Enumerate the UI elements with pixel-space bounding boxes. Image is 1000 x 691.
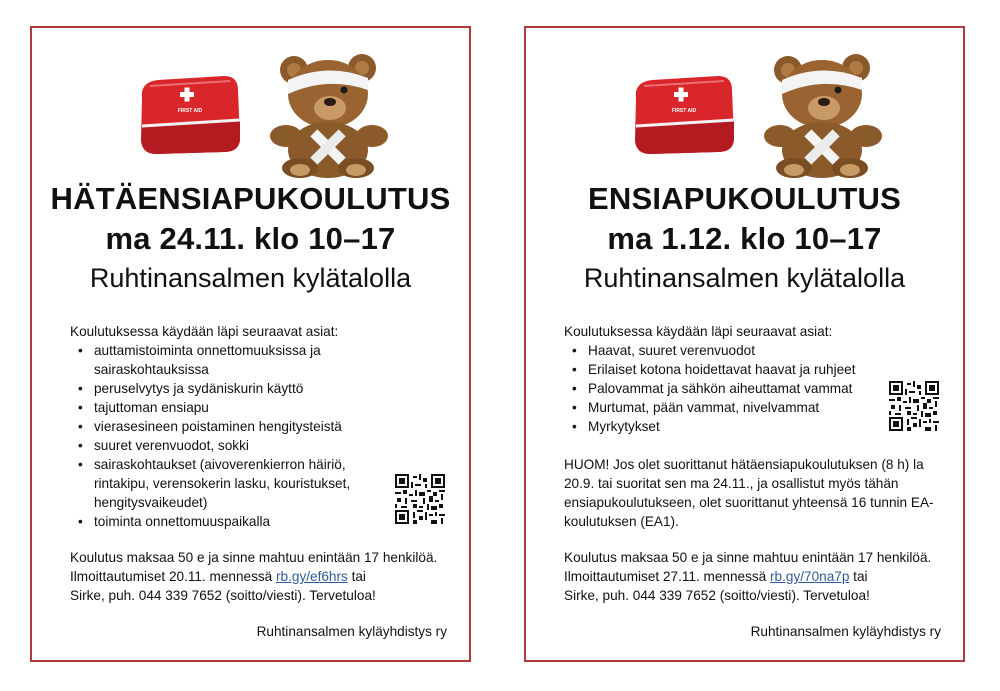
qr-code[interactable]	[395, 474, 445, 524]
topic-list	[564, 341, 898, 436]
note-text: HUOM! Jos olet suorittanut hätäensiapukoulutuksen (8 h) la 20.9. tai suoritat sen ma 24.11., ja osallistut myös tähän ensiapukoulutukseen, olet suorittanut yhteensä 16 tunnin EA-koulutuksen (EA1).	[564, 457, 934, 529]
signup-text	[70, 567, 442, 586]
poster-date: ma 1.12. klo 10–17	[607, 221, 882, 256]
poster-location: Ruhtinansalmen kylätalolla	[583, 263, 906, 293]
list-item: • Murtumat, pään vammat, nivelvammat	[588, 398, 898, 417]
poster-body	[564, 322, 936, 531]
poster-right	[524, 26, 965, 662]
first-aid-kit-image	[132, 68, 244, 158]
signup-text	[564, 567, 936, 586]
list-item: • vierasesineen poistaminen hengitysteistä	[94, 417, 394, 436]
organizer-name: Ruhtinansalmen kyläyhdistys ry	[256, 624, 447, 639]
qr-code[interactable]	[889, 381, 939, 431]
signup-info	[564, 548, 936, 605]
list-item: • Palovammat ja sähkön aiheuttamat vammat	[588, 379, 898, 398]
signup-prefix: Ilmoittautumiset 27.11. mennessä	[564, 569, 771, 584]
contact-text: Sirke, puh. 044 339 7652 (soitto/viesti). Tervetuloa!	[70, 588, 376, 603]
topic-list	[70, 341, 394, 531]
list-item: • tajuttoman ensiapu	[94, 398, 394, 417]
list-item: • Myrkytykset	[588, 417, 898, 436]
poster-illustration	[526, 42, 963, 182]
poster-left	[30, 26, 471, 662]
signup-link[interactable]: rb.gy/70na7p	[770, 569, 850, 584]
list-item: • sairaskohtaukset (aivoverenkierron häiriö, rintakipu, verensokerin lasku, kouristukset, hengitysvaikeudet)	[94, 455, 394, 512]
signup-info	[70, 548, 442, 605]
list-item: • peruselvytys ja sydäniskurin käyttö	[94, 379, 394, 398]
list-item: • Erilaiset kotona hoidettavat haavat ja ruhjeet	[588, 360, 898, 379]
signup-prefix: Ilmoittautumiset 20.11. mennessä	[70, 569, 277, 584]
first-aid-kit-image	[626, 68, 738, 158]
list-item: • auttamistoiminta onnettomuuksissa ja sairaskohtauksissa	[94, 341, 394, 379]
signup-link[interactable]: rb.gy/ef6hrs	[276, 569, 348, 584]
poster-date: ma 24.11. klo 10–17	[105, 221, 396, 256]
cost-text: Koulutus maksaa 50 e ja sinne mahtuu enintään 17 henkilöä.	[70, 550, 438, 565]
poster-location: Ruhtinansalmen kylätalolla	[89, 263, 412, 293]
signup-suffix: tai	[849, 569, 868, 584]
list-item: • toiminta onnettomuuspaikalla	[94, 512, 394, 531]
poster-title: HÄTÄENSIAPUKOULUTUS	[50, 181, 451, 216]
teddy-bear-image	[264, 50, 394, 178]
poster-illustration	[32, 42, 469, 182]
contact-text: Sirke, puh. 044 339 7652 (soitto/viesti). Tervetuloa!	[564, 588, 870, 603]
poster-body	[70, 322, 442, 531]
list-item: • Haavat, suuret verenvuodot	[588, 341, 898, 360]
signup-suffix: tai	[347, 569, 366, 584]
poster-title: ENSIAPUKOULUTUS	[587, 181, 901, 216]
list-item: • suuret verenvuodot, sokki	[94, 436, 394, 455]
intro-text: Koulutuksessa käydään läpi seuraavat asiat:	[70, 324, 339, 339]
intro-text: Koulutuksessa käydään läpi seuraavat asiat:	[564, 324, 833, 339]
teddy-bear-image	[758, 50, 888, 178]
organizer-name: Ruhtinansalmen kyläyhdistys ry	[750, 624, 941, 639]
cost-text: Koulutus maksaa 50 e ja sinne mahtuu enintään 17 henkilöä.	[564, 550, 932, 565]
